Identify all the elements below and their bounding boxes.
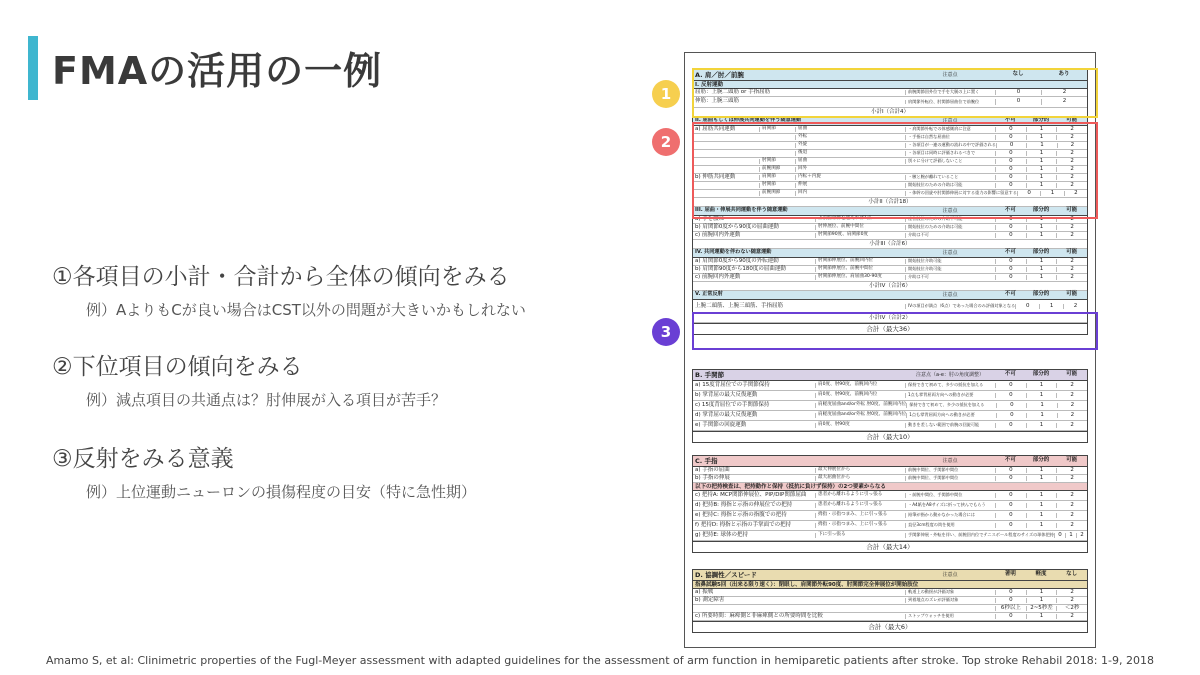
table-row: 肘関節 伸展 開始肢位のための介助は可能 0 1 2	[693, 182, 1087, 190]
badge-3: 3	[652, 318, 680, 346]
table-row: 前腕関節 回外 0 1 2	[693, 166, 1087, 174]
fugl-meyer-form	[684, 52, 1096, 648]
table-row: b) 肩関節90度から180度の屈曲運動 肘関節伸展位、前腕中間位 開始肢位介助可能 0 1 2	[693, 266, 1087, 274]
table-row: c) 15度背屈位での手関節保持 肩軽度屈曲and/or外転 肘0度、前腕回内位 保持できて初めて、多少の抵抗を加える 0 1 2	[693, 401, 1087, 411]
subsection-header: IV. 共同運動を伴わない随意運動 注意点 不可 部分的 可能	[693, 249, 1087, 258]
table-row: g) 把持E: 球体の把持 下に引っ張る 手関節伸展・外転を伴い、前腕回内位でテニスボール程度のサイズの球体把持 0 1 2	[693, 531, 1087, 541]
table-row: b) 測定障害 到着地点のズレが評価対象 0 1 2	[693, 597, 1087, 605]
table-row: 上腕二頭筋、上腕三頭筋、手指屈筋 IVの項目が満点（6点）であった場合のみ評価対象となる 0 1 2	[693, 300, 1087, 314]
subsection-header: III. 屈曲・伸展共同運動を伴う随意運動 注意点 不可 部分的 可能	[693, 207, 1087, 216]
badge-2: 2	[652, 128, 680, 156]
section-b	[692, 369, 1088, 443]
section-b-rows	[693, 381, 1087, 431]
table-row: a) 15度背屈位での手関節保持 肩0度、肘90度、前腕回内位 保持できて初めて、多少の抵抗を加える 0 1 2	[693, 381, 1087, 391]
flexor-synergy-rows	[693, 126, 1087, 174]
badge-1: 1	[652, 80, 680, 108]
subtotal: 小計III（合計6）	[693, 240, 1087, 249]
table-row: a) 手を腰に 上前腸骨棘を越えれば1点 座位肢位のための介助不可能 0 1 2	[693, 216, 1087, 224]
subsection-header: V. 正常反射 注意点 不可 部分的 可能	[693, 291, 1087, 300]
section-d	[692, 569, 1088, 633]
subsection-header: II. 屈曲もしくは伸展共同運動を伴う随意運動 注意点 不可 部分的 可能	[693, 117, 1087, 126]
table-row: c) 前腕回内外運動 肘関節伸展位、肩屈曲30-90度 介助は不可 0 1 2	[693, 274, 1087, 282]
section-iii-rows	[693, 216, 1087, 240]
table-row: 外旋 ・各項目が一連の運動の流れの中で評価される 0 1 2	[693, 142, 1087, 150]
table-row: a) 手指の屈曲 最大伸展位から 前腕中間位、手関節中間位 0 1 2	[693, 467, 1087, 475]
citation: Amamo S, et al: Clinimetric properties of the Fugl-Meyer assessment with adapted guidelines for the assessment of arm function in hemiparetic patients after stroke. Top stroke Rehabil 2018: 1-9, 2018	[46, 654, 1154, 667]
point-example: 例）減点項目の共通点は？肘伸展が入る項目が苦手？	[86, 391, 447, 409]
table-row: 後退 ・各項目は同時に評価されるべきで 0 1 2	[693, 150, 1087, 158]
section-iv-rows	[693, 258, 1087, 282]
table-row: 肘関節 屈曲 別々に分けて評価しないこと 0 1 2	[693, 158, 1087, 166]
table-row: b) 肩関節0度から90度の屈曲運動 肘伸展位、前腕中間位 開始肢位のための介助は可能 0 1 2	[693, 224, 1087, 232]
point-heading: ②下位項目の傾向をみる	[52, 354, 303, 380]
table-row: b) 掌背屈の最大反復運動 肩0度、肘90度、前腕回内位 1点も掌背屈両方向への動きが必要 0 1 2	[693, 391, 1087, 401]
section-c	[692, 455, 1088, 553]
point-2	[52, 348, 446, 410]
slide-title: FMAの活用の一例	[52, 49, 383, 93]
extensor-synergy-rows	[693, 174, 1087, 198]
section-c-grip-rows	[693, 491, 1087, 541]
section-c-rows	[693, 467, 1087, 483]
table-row: a) 屈筋共同運動 肩関節 屈曲 ・肩関節外転での体感側肩に注意 0 1 2	[693, 126, 1087, 134]
subtotal: 小計IV（合計6）	[693, 282, 1087, 291]
section-total: 合計（最大36）	[693, 323, 1087, 334]
point-example: 例）AよりもCが良い場合はCST以外の問題が大きいかもしれない	[86, 301, 526, 319]
subtotal: 小計IV（合計2）	[693, 314, 1087, 323]
table-row: c) 前腕回内外運動 肘関節90度、肩関節0度 介助は不可 0 1 2	[693, 232, 1087, 240]
table-row: c) 把持A: MCP関節伸展位、PIP/DIP関節屈曲 患者から離れるように引っ張る ・前腕中間位、手関節中間位 0 1 2	[693, 491, 1087, 501]
point-1	[52, 258, 526, 320]
table-row: a) 肩関節0度から90度の外転運動 肘関節伸展位、前腕回内位 開始肢位介助可能 0 1 2	[693, 258, 1087, 266]
table-row: b) 手指の伸展 最大屈曲位から 前腕中間位、手関節中間位 0 1 2	[693, 475, 1087, 483]
section-header: A. 肩／肘／前腕 注意点 なし あり	[693, 70, 1087, 81]
table-row: d) 把持B: 拇指と示指の伸展位での把持 患者から離れるように引っ張る ・A4紙をA8サイズに折って挟んでもらう 0 1 2	[693, 501, 1087, 511]
table-row: c) 所要時間：麻痺側と非麻痺側との所要時間を比較 ストップウォッチを使用 0 1 2	[693, 613, 1087, 621]
table-row: 前腕関節 回内 ・体幹の回旋や肘関節伸展に対する重力の影響に留意する 0 1 2	[693, 190, 1087, 198]
table-row: d) 掌背屈の最大反復運動 肩軽度屈曲and/or外転 肘0度、前腕回内位 1点も掌背屈両方向への動きが必要 0 1 2	[693, 411, 1087, 421]
point-3	[52, 440, 476, 502]
section-d-time-rows	[693, 613, 1087, 621]
table-row: e) 把持C: 拇指と示指の指腹での把持 拇指・示指つまみ、上に引っ張る 鉛筆が指から動かなかった場合には 0 1 2	[693, 511, 1087, 521]
title-accent-bar	[28, 36, 38, 100]
table-row: f) 把持D: 拇指と示指の手掌面での把持 拇指・示指つまみ、上に引っ張る 直径3cm程度の筒を使用 0 1 2	[693, 521, 1087, 531]
section-a	[692, 69, 1088, 335]
section-total: 合計（最大14）	[693, 541, 1087, 552]
point-heading: ③反射をみる意義	[52, 446, 234, 472]
subsection-band: 指鼻試験5回（出来る限り速く）：閉眼し、肩関節外転90度、肘関節完全伸展位が開始肢位	[693, 581, 1087, 589]
section-header: D. 協調性／スピード 注意点 著明 軽度 なし	[693, 570, 1087, 581]
section-header: B. 手関節 注意点（a-e：肘の角度調整） 不可 部分的 可能	[693, 370, 1087, 381]
table-row: e) 手関節の回旋運動 肩0度、肘90度 動きを差しない範囲で前腕の回旋可能 0 1 2	[693, 421, 1087, 431]
speed-legend-row: 6秒以上 2~5秒差 ＜2秒	[693, 605, 1087, 613]
point-heading: ①各項目の小計・合計から全体の傾向をみる	[52, 264, 510, 290]
table-row: 外転 ・手指は自然な屈曲位 0 1 2	[693, 134, 1087, 142]
subtotal: 小計II（合計18）	[693, 198, 1087, 207]
point-example: 例）上位運動ニューロンの損傷程度の目安（特に急性期）	[86, 483, 477, 501]
subsection-band: 以下の把持検査は、把持動作と保持（抵抗に負けず保持）の2つ要素からなる	[693, 483, 1087, 491]
section-total: 合計（最大6）	[693, 621, 1087, 632]
section-d-rows	[693, 589, 1087, 605]
subsection-band: I. 反射運動	[693, 81, 1087, 89]
table-row: b) 伸筋共同運動 肩関節 内転＋内旋 ・腋と腕が離れていること 0 1 2	[693, 174, 1087, 182]
section-total: 合計（最大10）	[693, 431, 1087, 442]
subtotal: 小計I（合計4）	[693, 108, 1087, 117]
table-row: 伸筋：上腕三頭筋 肩関節外転位、肘関節屈曲位で前腕位 0 2	[693, 97, 1087, 108]
table-row: a) 振戦 軌道上の動揺が評価対象 0 1 2	[693, 589, 1087, 597]
table-row: 屈筋：上腕二頭筋 or 手指屈筋 前腕関節回外位で手を大腿の上に置く 0 2	[693, 89, 1087, 97]
section-header: C. 手指 注意点 不可 部分的 可能	[693, 456, 1087, 467]
